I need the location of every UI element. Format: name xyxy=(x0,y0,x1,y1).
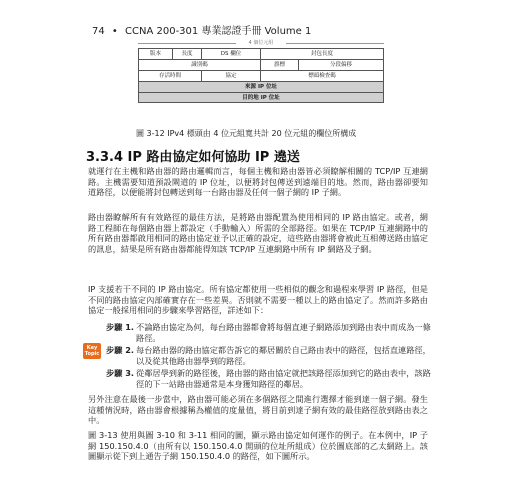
step-label: 步驟 1. xyxy=(106,322,135,332)
paragraph-1 xyxy=(88,166,428,198)
paragraph-2 xyxy=(88,212,428,254)
key-topic-line1: Key xyxy=(86,345,98,351)
paragraph-5 xyxy=(88,430,428,462)
field-flags: 旗標 xyxy=(261,59,299,70)
figure-caption: 圖 3-12 IPv4 標頭由 4 位元組寬共計 20 位元組的欄位所構成 xyxy=(136,129,357,138)
paragraph-text: 另外注意在最後一步當中，路由器可能必須在多個路徑之間進行選擇才能到達一個子網。發生這種情況時，路由器會根據稱為權值的度量值，將目前到達子網有效的最佳路徑放到路由表之中。 xyxy=(88,394,428,426)
key-topic-badge xyxy=(83,343,101,359)
step-label: 步驟 3. xyxy=(106,368,135,378)
field-version: 版本 xyxy=(139,48,173,59)
step-label: 步驟 2. xyxy=(106,345,135,355)
book-title: CCNA 200-301 專業認證手冊 Volume 1 xyxy=(125,26,312,37)
paragraph-text: 就運行在主機和路由器的路由邏輯而言，每個主機和路由器皆必須瞭解相關的 TCP/IP 互連網路。主機需要知道預設閘道的 IP 位址，以便將封包傳送到遠端目的地。然而，路由器卻要知道路徑，以便能將封包轉送到每一台路由器及任何一個子網的 IP 子網。 xyxy=(88,166,428,198)
field-source-ip: 來源 IP 位址 xyxy=(139,81,384,92)
field-header-length: 長度 xyxy=(173,48,202,59)
figure-row-4 xyxy=(138,81,384,92)
section-title: 3.3.4 IP 路由協定如何協助 IP 遶送 xyxy=(86,150,300,165)
step-2 xyxy=(106,345,436,366)
figure-width-label: 4 個位元組 xyxy=(138,38,384,48)
paragraph-text: 圖 3-13 使用與圖 3-10 和 3-11 相同的圖，顯示路由協定如何運作的例子。在本例中，IP 子網 150.150.4.0（由所有以 150.150.4.0 開頭的位址所組成）位於圖底部的乙太網路上。該圖顯示從下到上通告子網 150.150.4.0 的路徑，如下圖所示。 xyxy=(88,430,428,462)
paragraph-4 xyxy=(88,394,428,426)
bullet-separator: • xyxy=(111,26,118,37)
field-protocol: 協定 xyxy=(202,70,261,81)
step-text: 從鄰居學到新的路徑後，路由器的路由協定就把該路徑添加到它的路由表中，該路徑的下一站路由器通常是本身獲知路徑的鄰居。 xyxy=(136,368,431,389)
ipv4-header-figure xyxy=(138,38,384,103)
figure-row-3 xyxy=(138,70,384,81)
field-ds: DS 欄位 xyxy=(202,48,261,59)
figure-row-2 xyxy=(138,59,384,70)
step-text: 不論路由協定為何，每台路由器都會將每個直連子網路添加到路由表中而成為一條路徑。 xyxy=(136,322,431,343)
paragraph-3 xyxy=(88,284,428,316)
field-checksum: 標頭檢查碼 xyxy=(261,70,384,81)
key-topic-line2: Topic xyxy=(84,351,100,357)
figure-row-1 xyxy=(138,48,384,59)
paragraph-text: IP 支援若干不同的 IP 路由協定。所有協定都使用一些相似的觀念和過程來學習 IP 路徑，但是不同的路由協定內部確實存在一些差異。否則就不需要一種以上的路由協定了。然而許多路由協定一般採用相同的步驟來學習路徑，詳述如下： xyxy=(88,284,428,316)
page-number: 74 xyxy=(92,26,105,37)
field-fragment-offset: 分段偏移 xyxy=(299,59,384,70)
field-packet-length: 封包長度 xyxy=(261,48,384,59)
step-1 xyxy=(106,322,436,343)
field-ttl: 存活時間 xyxy=(139,70,202,81)
field-destination-ip: 目的地 IP 位址 xyxy=(139,92,384,103)
page-header xyxy=(92,22,311,37)
step-text: 每台路由器的路由協定都告訴它的鄰居關於自己路由表中的路徑，包括直連路徑，以及從其他路由器學到的路徑。 xyxy=(136,345,431,366)
field-identification: 識別碼 xyxy=(139,59,261,70)
paragraph-text: 路由器瞭解所有有效路徑的最佳方法，是將路由器配置為使用相同的 IP 路由協定。或者，網路工程師在每個路由器上都設定（手動輸入）所需的全部路徑。如果在 TCP/IP 互連網路中的所有路由器都啟用相同的路由協定並予以正確的設定，這些路由器將會被此互相傳送路由協定的訊息，結果是所有路由器都能得知該 TCP/IP 互連網路中所有 IP 網路及子網。 xyxy=(88,212,428,254)
figure-row-5 xyxy=(138,92,384,103)
step-3 xyxy=(106,368,436,389)
